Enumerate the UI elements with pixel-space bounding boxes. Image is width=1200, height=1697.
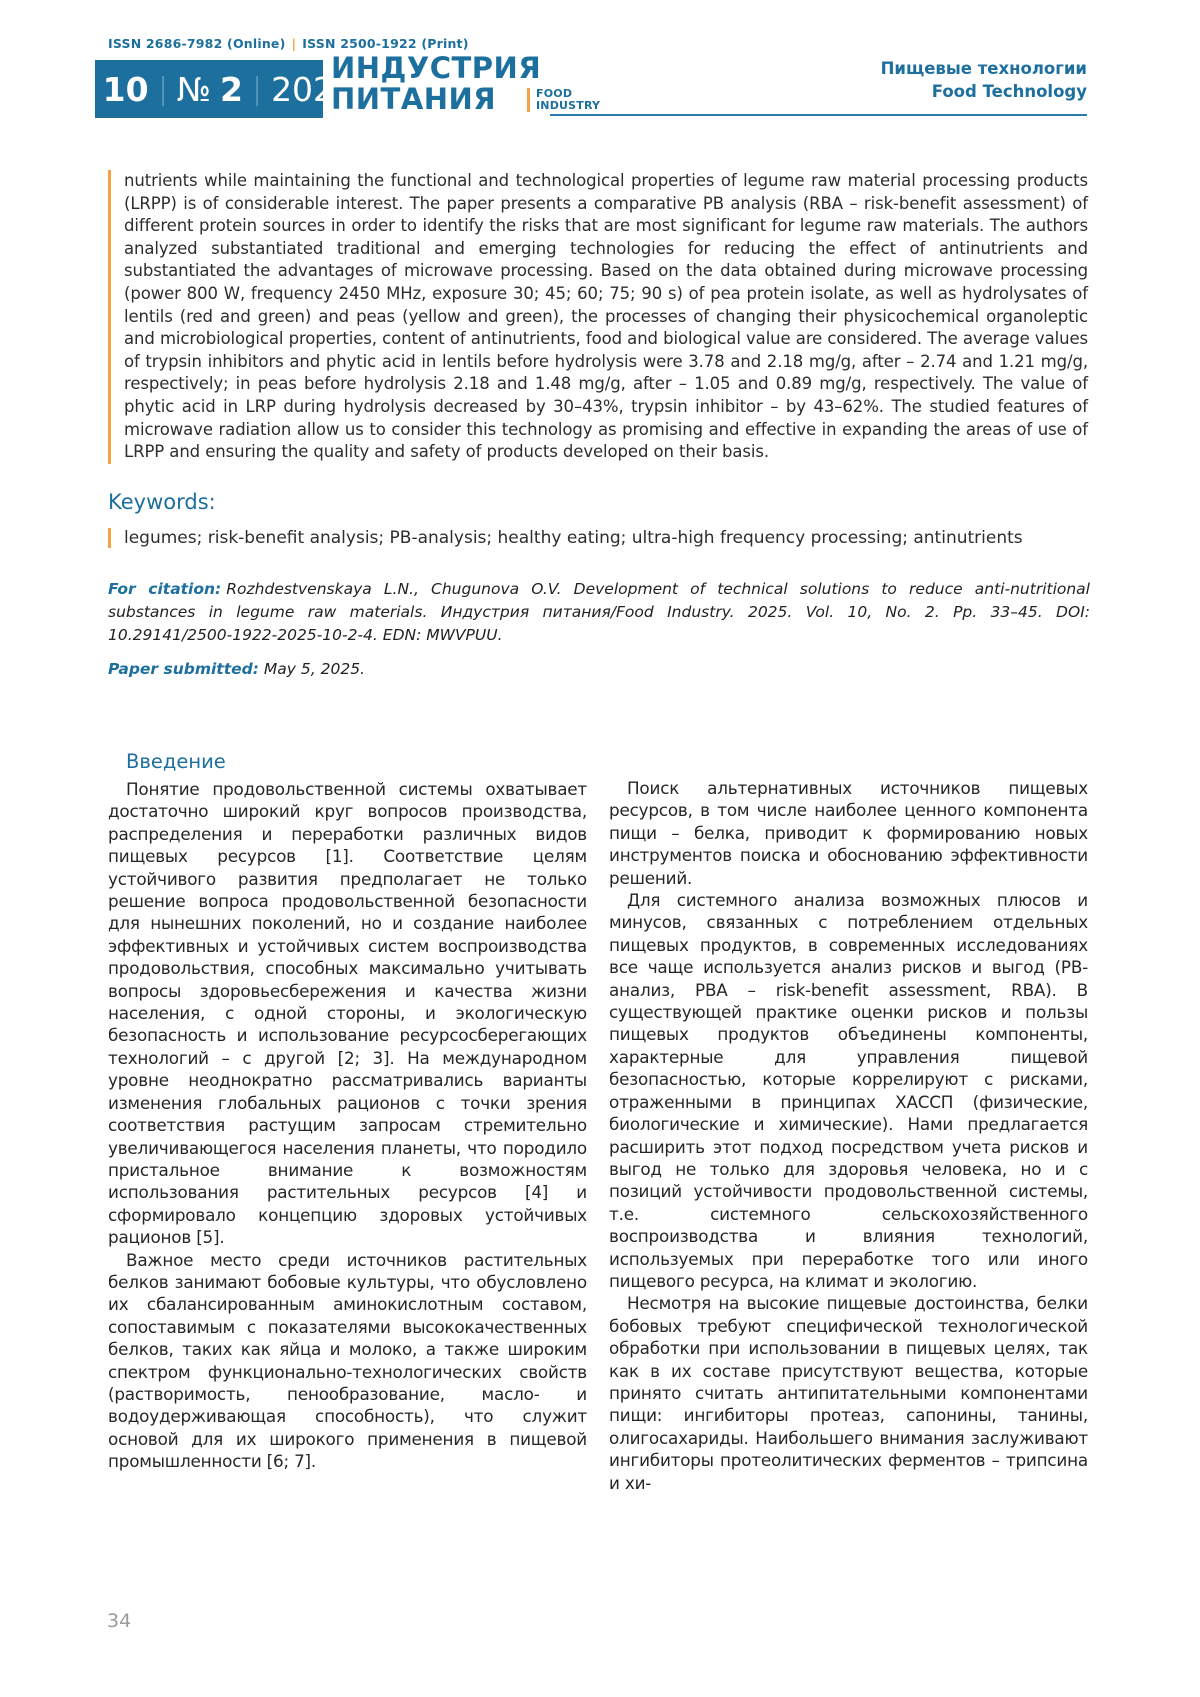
intro-heading: Введение <box>126 750 226 773</box>
journal-title-ru-line1: ИНДУСТРИЯ <box>331 51 542 85</box>
section-title-ru: Пищевые технологии <box>880 59 1087 78</box>
intro-paragraph: Понятие продовольственной системы охватывает достаточно широкий круг вопросов производства, распределения и переработки различных видов пищевых ресурсов [1]. Соответствие целям устойчивого развития предполагает не только решение вопроса продовольственной безопасности для нынешних поколений, но и создание наиболее эффективных и устойчивых систем воспроизводства продовольствия, способных максимально учитывать вопросы здоровьесбережения и качества жизни населения, с одной стороны, и экологическую безопасность и использование ресурсосберегающих технологий – с другой [2; 3]. На международном уровне неоднократно рассматривались варианты изменения глобальных рационов с точки зрения соответствия растущим запросам стремительно увеличивающегося населения планеты, что породило пристальное внимание к возможностям использования растительных ресурсов [4] и сформировало концепцию здоровых устойчивых рационов [5]. <box>108 779 587 1248</box>
issue-number: 2 <box>219 69 243 109</box>
volume-label: Т. <box>62 69 94 109</box>
issue-sign: № <box>176 69 211 109</box>
keywords-heading: Keywords: <box>108 490 216 514</box>
citation-text: Rozhdestvenskaya L.N., Chugunova O.V. Development of technical solutions to reduce anti-nutritional substances in legume raw materials. Индустрия питания/Food Industry. 2025. Vol. 10, No. 2. Pp. 33–45. DOI: 10.29141/2500-1922-2025-10-2-4. EDN: MWVPUU. <box>108 579 1090 644</box>
intro-paragraph: Для системного анализа возможных плюсов и минусов, связанных с потреблением отдельных пищевых продуктов, в современных исследованиях все чаще используется анализ рисков и выгод (РВ-анализ, РВА – risk-benefit assessment, RBA). В существующей практике оценки рисков и пользы пищевых продуктов объединены компоненты, характерные для управления пищевой безопасностью, которые коррелируют с рисками, отраженными в принципах ХАССП (физические, биологические и химические). Нами предлагается расширить этот подход посредством учета рисков и выгод не только для здоровья человека, но и с позиций устойчивости продовольственной системы, т.е. системного сельскохозяйственного воспроизводства и влияния технологий, используемых при переработке того или иного пищевого ресурса, на климат и экологию. <box>609 890 1088 1291</box>
volume-number: 10 <box>102 69 149 109</box>
issn-line <box>108 36 469 51</box>
abstract-block <box>108 170 1088 464</box>
citation-block <box>108 578 1090 647</box>
intro-paragraph: Несмотря на высокие пищевые достоинства, белки бобовых требуют специфической технологической обработки при использовании в пищевых целях, так как в их составе присутствуют вещества, которые принято считать антипитательными компонентами пищи: ингибиторы протеаз, сапонины, танины, олигосахариды. Наибольшего внимания заслуживают ингибиторы протеолитических ферментов – трипсина и хи- <box>609 1293 1088 1493</box>
intro-column-right <box>609 750 1088 1494</box>
paper-submitted-date: May 5, 2025. <box>263 659 365 678</box>
issn-online: ISSN 2686-7982 (Online) <box>108 36 286 51</box>
journal-title-en-line1: FOOD <box>536 87 573 100</box>
volume-issue-box <box>62 60 356 118</box>
journal-title-en <box>527 88 600 112</box>
header-rule <box>550 114 1087 116</box>
journal-title-ru-line2: ПИТАНИЯ <box>331 82 497 116</box>
journal-title-ru <box>331 53 541 115</box>
citation-label: For citation: <box>108 579 222 598</box>
page-number: 34 <box>107 1610 132 1632</box>
abstract-text: nutrients while maintaining the functional and technological properties of legume raw material processing products (LRPP) is of considerable interest. The paper presents a comparative PB analysis (RBA – risk-benefit assessment) of different protein sources in order to identify the risks that are most significant for legume raw materials. The authors analyzed substantiated traditional and emerging technologies for reducing the effect of antinutrients and substantiated the advantages of microwave processing. Based on the data obtained during microwave processing (power 800 W, frequency 2450 MHz, exposure 30; 45; 60; 75; 90 s) of pea protein isolate, as well as hydrolysates of lentils (red and green) and peas (yellow and green), the processes of changing their physicochemical organoleptic and microbiological properties, content of antinutrients, food and biological value are considered. The average values of trypsin inhibitors and phytic acid in lentils before hydrolysis were 3.78 and 2.18 mg/g, after – 2.74 and 1.21 mg/g, respectively; in peas before hydrolysis 2.18 and 1.48 mg/g, after – 1.05 and 0.89 mg/g, respectively. The value of phytic acid in LRP during hydrolysis decreased by 30–43%, trypsin inhibitor – by 43–62%. The studied features of microwave radiation allow us to consider this technology as promising and effective in expanding the areas of use of LRPP and ensuring the quality and safety of products developed on their basis. <box>124 171 1088 462</box>
paper-submitted-label: Paper submitted: <box>108 659 259 678</box>
year: 2025 <box>271 69 356 109</box>
keywords-line <box>108 528 1088 548</box>
year-separator: | <box>253 71 261 107</box>
issn-print: ISSN 2500-1922 (Print) <box>302 36 469 51</box>
section-title-en: Food Technology <box>931 82 1087 101</box>
issn-separator: | <box>291 36 297 51</box>
journal-title-en-line2: INDUSTRY <box>536 99 601 112</box>
paper-submitted-block <box>108 660 1088 678</box>
volume-separator: | <box>159 71 166 107</box>
section-header <box>687 57 1087 103</box>
intro-column-left <box>108 750 587 1473</box>
intro-paragraph: Поиск альтернативных источников пищевых ресурсов, в том числе наиболее ценного компонента пищи – белка, приводит к формированию новых инструментов поиска и обоснованию эффективности решений. <box>609 778 1088 888</box>
keywords-text: legumes; risk-benefit analysis; PB-analysis; healthy eating; ultra-high frequency processing; antinutrients <box>124 528 1023 548</box>
intro-paragraph: Важное место среди источников растительных белков занимают бобовые культуры, что обусловлено их сбалансированным аминокислотным составом, сопоставимым с показателями высококачественных белков, таких как яйца и молоко, а также широким спектром функционально-технологических свойств (растворимость, пенообразование, масло- и водоудерживающая способность), что служит основой для их широкого применения в пищевой промышленности [6; 7]. <box>108 1249 587 1472</box>
